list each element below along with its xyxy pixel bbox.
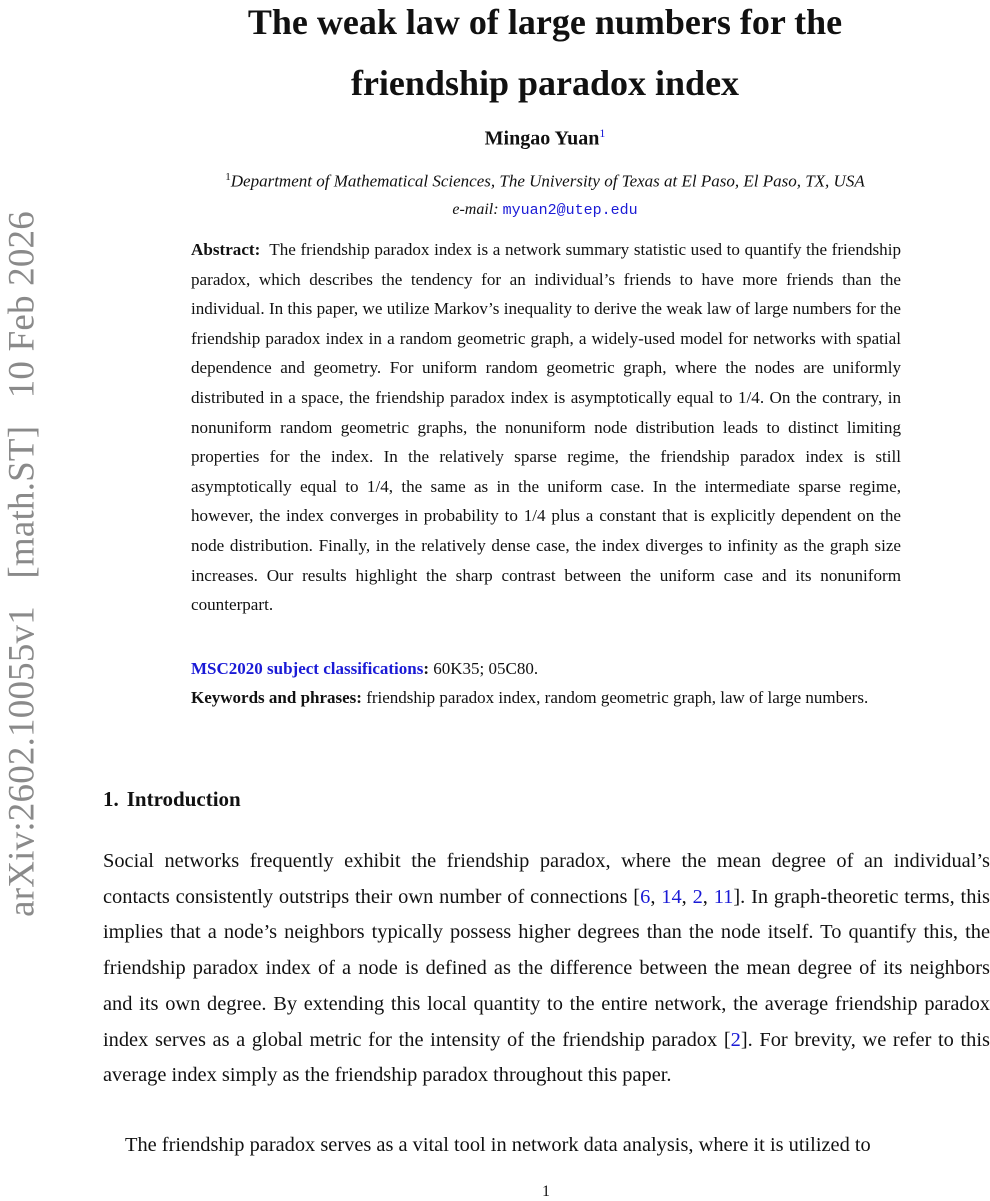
arxiv-id: arXiv:2602.10055v1 bbox=[1, 606, 43, 917]
paper-title bbox=[110, 0, 980, 114]
citation-link[interactable]: 14 bbox=[661, 885, 682, 908]
arxiv-date: 10 Feb 2026 bbox=[1, 211, 43, 399]
section-number: 1. bbox=[103, 787, 119, 811]
citation-separator: , bbox=[702, 885, 714, 908]
intro-paragraph-1 bbox=[103, 844, 990, 1094]
section-heading-introduction bbox=[103, 787, 241, 812]
email-link[interactable]: myuan2@utep.edu bbox=[502, 202, 638, 219]
affiliation-mark: 1 bbox=[225, 171, 231, 183]
keywords bbox=[191, 683, 901, 713]
citation-link[interactable]: 2 bbox=[692, 885, 703, 908]
keywords-label: Keywords and phrases: bbox=[191, 688, 362, 707]
email-label: e-mail: bbox=[452, 201, 499, 218]
intro-text: ]. For brevity, we refer to this average index simply as the friendship paradox throughout this paper. bbox=[103, 1028, 990, 1087]
intro-text: Social networks frequently exhibit the friendship paradox, where the mean degree of an individual’s contacts consistently outstrips their own number of connections [ bbox=[103, 850, 990, 908]
abstract-label: Abstract: bbox=[191, 240, 261, 259]
page-number: 1 bbox=[542, 1183, 550, 1200]
section-title: Introduction bbox=[126, 787, 241, 811]
intro-text: ]. In graph-theoretic terms, this implies that a node’s neighbors typically possess higher degrees than the node itself. To quantify this, the friendship paradox index of a node is defined as the difference between the mean degree of its neighbors and its own degree. By extending this local quantity to the entire network, the average friendship paradox index serves as a global metric for the intensity of the friendship paradox [ bbox=[103, 885, 990, 1051]
author-affil-mark[interactable]: 1 bbox=[599, 126, 606, 140]
arxiv-watermark bbox=[1, 193, 44, 917]
citation-link[interactable]: 6 bbox=[640, 885, 651, 908]
author-line bbox=[100, 126, 990, 151]
intro-paragraph-2: The friendship paradox serves as a vital tool in network data analysis, where it is utilized to bbox=[125, 1134, 871, 1156]
arxiv-category: [math.ST] bbox=[1, 425, 43, 579]
affiliation-text: Department of Mathematical Sciences, The University of Texas at El Paso, El Paso, TX, USA bbox=[230, 171, 865, 191]
citation-separator: , bbox=[681, 885, 693, 908]
citation-link[interactable]: 11 bbox=[713, 885, 734, 908]
msc-value: 60K35; 05C80. bbox=[433, 659, 539, 678]
affiliation bbox=[100, 171, 990, 192]
email-line bbox=[100, 201, 990, 219]
citation-separator: , bbox=[650, 885, 662, 908]
msc-classifications bbox=[191, 654, 901, 684]
msc-link[interactable]: MSC2020 subject classifications bbox=[191, 659, 424, 678]
abstract bbox=[191, 235, 901, 620]
msc-colon: : bbox=[423, 659, 429, 678]
abstract-text: The friendship paradox index is a network summary statistic used to quantify the friendship paradox, which describes the tendency for an individual’s friends to have more friends than the individual. In this paper, we utilize Markov’s inequality to derive the weak law of large numbers for the friendship paradox index in a random geometric graph, a widely-used model for networks with spatial dependence and geometry. For uniform random geometric graph, where the nodes are uniformly distributed in a space, the friendship paradox index is asymptotically equal to 1/4. On the contrary, in nonuniform random geometric graphs, the nonuniform node distribution leads to distinct limiting properties for the index. In the relatively sparse regime, the friendship paradox index is still asymptotically equal to 1/4, the same as in the uniform case. In the intermediate sparse regime, however, the index converges in probability to 1/4 plus a constant that is explicitly dependent on the node distribution. Finally, in the relatively dense case, the index diverges to infinity as the graph size increases. Our results highlight the sharp contrast between the uniform case and its nonuniform counterpart. bbox=[191, 240, 901, 615]
citation-link[interactable]: 2 bbox=[730, 1028, 741, 1051]
author-name: Mingao Yuan bbox=[484, 127, 600, 150]
keywords-value: friendship paradox index, random geometric graph, law of large numbers. bbox=[366, 688, 869, 707]
title-line-1: The weak law of large numbers for the bbox=[247, 2, 843, 42]
title-line-2: friendship paradox index bbox=[350, 63, 740, 103]
